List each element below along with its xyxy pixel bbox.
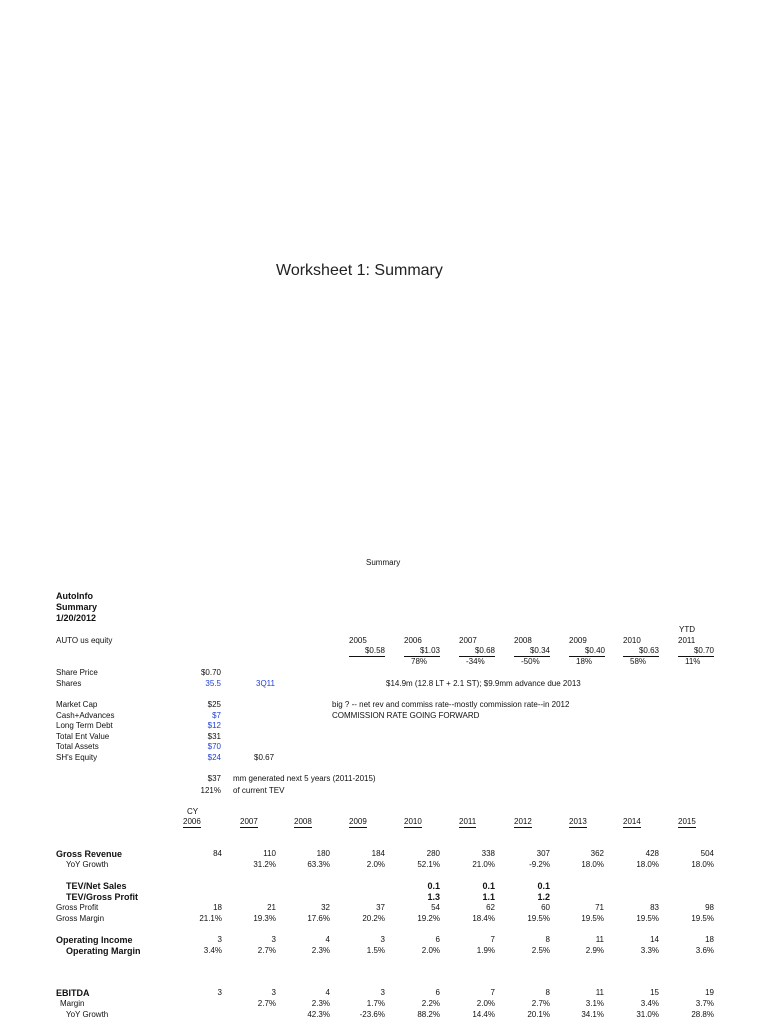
table-cell: 31.2% — [253, 860, 276, 869]
table-cell: 34.1% — [581, 1010, 604, 1019]
table-cell: 184 — [371, 849, 385, 858]
table-cell: 2.0% — [421, 946, 440, 955]
table-cell: 62 — [486, 903, 495, 912]
table-cell: -9.2% — [529, 860, 550, 869]
price-year: 2008 — [514, 636, 532, 645]
table-cell: 7 — [490, 988, 495, 997]
table-cell: 3.4% — [203, 946, 222, 955]
table-cell: 428 — [645, 849, 659, 858]
price-change: 11% — [685, 657, 701, 666]
price-year: 2010 — [623, 636, 641, 645]
share-price-label: Share Price — [56, 668, 98, 677]
table-cell: 42.3% — [307, 1010, 330, 1019]
row-label: TEV/Net Sales — [66, 881, 127, 891]
balance-value: $70 — [207, 742, 221, 752]
table-cell: 28.8% — [691, 1010, 714, 1019]
company-name: AutoInfo — [56, 591, 93, 601]
table-cell: 362 — [590, 849, 604, 858]
balance-value: $31 — [207, 731, 221, 741]
table-cell: 307 — [536, 849, 550, 858]
table-cell: 19.5% — [691, 914, 714, 923]
table-cell: 180 — [316, 849, 330, 858]
table-cell: 1.1 — [482, 892, 495, 902]
table-cell: 52.1% — [417, 860, 440, 869]
shares-label: Shares — [56, 679, 82, 688]
table-cell: 18.0% — [636, 860, 659, 869]
year-header: 2006 — [183, 817, 201, 826]
table-cell: 8 — [545, 935, 550, 944]
balance-label: Market Cap — [56, 700, 98, 709]
table-cell: 18 — [213, 903, 222, 912]
row-label: Gross Margin — [56, 914, 105, 923]
table-cell: 32 — [321, 903, 330, 912]
price-value: $1.03 — [404, 646, 440, 657]
table-cell: 63.3% — [307, 860, 330, 869]
price-change: -34% — [466, 657, 485, 666]
price-year: 2007 — [459, 636, 477, 645]
equity-per-share: $0.67 — [254, 753, 275, 762]
table-cell: 3.7% — [695, 999, 714, 1008]
table-cell: 83 — [650, 903, 659, 912]
table-cell: 18 — [705, 935, 714, 944]
table-cell: 54 — [431, 903, 440, 912]
price-change: 18% — [576, 657, 593, 666]
page-title: Worksheet 1: Summary — [276, 262, 443, 279]
balance-value: $7 — [212, 710, 221, 720]
table-cell: 7 — [490, 935, 495, 944]
table-cell: 11 — [595, 935, 604, 944]
table-cell: 31.0% — [636, 1010, 659, 1019]
table-cell: 18.4% — [472, 914, 495, 923]
table-cell: 3 — [380, 935, 385, 944]
mm-generated-value: $37 — [207, 774, 221, 783]
year-header: 2014 — [623, 817, 641, 826]
row-label: YoY Growth — [66, 1010, 109, 1019]
price-year: 2006 — [404, 636, 422, 645]
price-year: 2011 — [678, 636, 696, 645]
table-cell: 3 — [380, 988, 385, 997]
price-change: 78% — [411, 657, 428, 666]
price-value: $0.70 — [678, 646, 714, 657]
table-cell: 6 — [435, 988, 440, 997]
table-cell: 37 — [376, 903, 385, 912]
table-cell: 98 — [705, 903, 714, 912]
row-label: YoY Growth — [66, 860, 109, 869]
table-cell: 21.1% — [199, 914, 222, 923]
share-price-value: $0.70 — [200, 668, 221, 677]
year-header: 2013 — [569, 817, 587, 826]
table-cell: 2.3% — [311, 946, 330, 955]
note-line-2: COMMISSION RATE GOING FORWARD — [332, 711, 480, 720]
price-change: -50% — [521, 657, 540, 666]
table-cell: 18.0% — [581, 860, 604, 869]
year-header: 2011 — [459, 817, 477, 826]
price-year: 2009 — [569, 636, 587, 645]
table-cell: 2.2% — [421, 999, 440, 1008]
balance-label: Cash+Advances — [56, 710, 115, 720]
price-year: 2005 — [349, 636, 367, 645]
table-cell: 4 — [325, 988, 330, 997]
row-label: Margin — [60, 999, 85, 1008]
table-cell: 8 — [545, 988, 550, 997]
row-label: Gross Profit — [56, 903, 99, 912]
year-header: 2007 — [240, 817, 258, 826]
price-value: $0.40 — [569, 646, 605, 657]
balance-label: Total Assets — [56, 742, 99, 752]
table-cell: 11 — [595, 988, 604, 997]
table-cell: 3.4% — [640, 999, 659, 1008]
table-cell: 19 — [705, 988, 714, 997]
sheet-subtitle: Summary — [56, 602, 98, 612]
table-cell: -23.6% — [359, 1010, 385, 1019]
table-cell: 338 — [481, 849, 495, 858]
table-cell: 0.1 — [537, 881, 550, 891]
note-line-1: big ? -- net rev and commiss rate--mostly commission rate--in 2012 — [332, 700, 570, 709]
table-cell: 19.3% — [253, 914, 276, 923]
table-cell: 88.2% — [417, 1010, 440, 1019]
table-cell: 71 — [595, 903, 604, 912]
table-cell: 15 — [650, 988, 659, 997]
price-value: $0.58 — [349, 646, 385, 657]
year-header: 2008 — [294, 817, 312, 826]
ticker-label: AUTO us equity — [56, 636, 113, 645]
year-header: 2012 — [514, 817, 532, 826]
table-cell: 3.1% — [585, 999, 604, 1008]
table-cell: 17.6% — [307, 914, 330, 923]
cy-label: CY — [187, 807, 199, 816]
table-cell: 0.1 — [427, 881, 440, 891]
table-cell: 2.7% — [257, 999, 276, 1008]
row-label: Operating Income — [56, 935, 133, 945]
table-cell: 2.0% — [476, 999, 495, 1008]
table-cell: 1.5% — [366, 946, 385, 955]
row-label: Operating Margin — [66, 946, 141, 956]
table-cell: 21.0% — [472, 860, 495, 869]
table-cell: 3 — [217, 988, 222, 997]
table-cell: 21 — [267, 903, 276, 912]
balance-label: Long Term Debt — [56, 721, 113, 731]
year-header: 2010 — [404, 817, 422, 826]
year-header: 2009 — [349, 817, 367, 826]
row-label: EBITDA — [56, 988, 90, 998]
table-cell: 14 — [650, 935, 659, 944]
table-cell: 14.4% — [472, 1010, 495, 1019]
balance-value: $24 — [207, 753, 221, 762]
row-label: TEV/Gross Profit — [66, 892, 139, 902]
table-cell: 280 — [426, 849, 440, 858]
table-cell: 1.7% — [366, 999, 385, 1008]
balance-value: $12 — [207, 721, 221, 731]
pct-tev-value: 121% — [200, 786, 221, 795]
table-cell: 3.3% — [640, 946, 659, 955]
table-cell: 4 — [325, 935, 330, 944]
balance-label: Total Ent Value — [56, 731, 110, 741]
balance-label: SH's Equity — [56, 753, 98, 762]
table-cell: 1.9% — [476, 946, 495, 955]
table-cell: 3 — [217, 935, 222, 944]
table-cell: 110 — [263, 849, 276, 858]
table-cell: 1.3 — [427, 892, 440, 902]
table-cell: 2.7% — [257, 946, 276, 955]
table-cell: 2.7% — [531, 999, 550, 1008]
mm-generated-label: mm generated next 5 years (2011-2015) — [233, 774, 376, 783]
ytd-label: YTD — [679, 625, 695, 634]
balance-value: $25 — [207, 700, 221, 709]
table-cell: 2.5% — [531, 946, 550, 955]
table-cell: 504 — [700, 849, 714, 858]
table-cell: 0.1 — [482, 881, 495, 891]
table-cell: 18.0% — [691, 860, 714, 869]
price-value: $0.34 — [514, 646, 550, 657]
table-cell: 19.2% — [417, 914, 440, 923]
sheet-caption: Summary — [366, 558, 401, 567]
price-value: $0.68 — [459, 646, 495, 657]
row-label: Gross Revenue — [56, 849, 123, 859]
table-cell: 19.5% — [636, 914, 659, 923]
table-cell: 20.1% — [527, 1010, 550, 1019]
table-cell: 19.5% — [527, 914, 550, 923]
debt-note: $14.9m (12.8 LT + 2.1 ST); $9.9mm advance due 2013 — [386, 679, 581, 688]
table-cell: 3.6% — [695, 946, 714, 955]
table-cell: 2.3% — [311, 999, 330, 1008]
shares-period: 3Q11 — [256, 679, 275, 688]
year-header: 2015 — [678, 817, 696, 826]
table-cell: 1.2 — [537, 892, 550, 902]
sheet-date: 1/20/2012 — [56, 613, 97, 623]
shares-value: 35.5 — [205, 679, 221, 688]
table-cell: 60 — [541, 903, 550, 912]
table-cell: 84 — [213, 849, 222, 858]
table-cell: 2.0% — [366, 860, 385, 869]
table-cell: 6 — [435, 935, 440, 944]
table-cell: 3 — [271, 988, 276, 997]
table-cell: 3 — [271, 935, 276, 944]
price-change: 58% — [630, 657, 647, 666]
table-cell: 20.2% — [362, 914, 385, 923]
pct-tev-label: of current TEV — [233, 786, 285, 795]
price-value: $0.63 — [623, 646, 659, 657]
table-cell: 19.5% — [581, 914, 604, 923]
table-cell: 2.9% — [585, 946, 604, 955]
